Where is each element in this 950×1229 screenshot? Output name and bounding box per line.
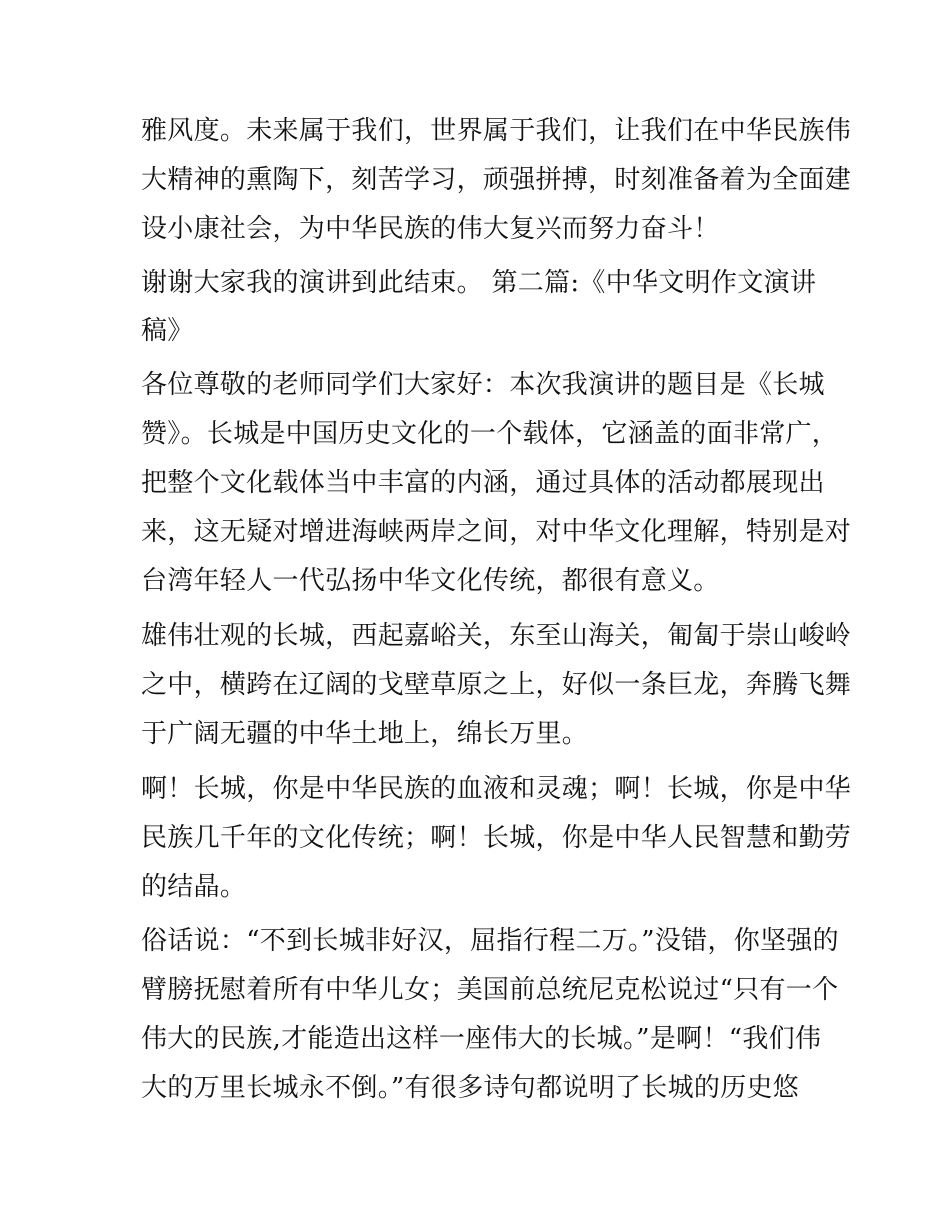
text-line: 台湾年轻人一代弘扬中华文化传统，都很有意义。 [141,566,720,596]
text-line: 把整个文化载体当中丰富的内涵，通过具体的活动都展现出 [141,468,825,498]
text-line: 臂膀抚慰着所有中华儿女；美国前总统尼克松说过“只有一个 [141,975,839,1005]
text-line: 民族几千年的文化传统；啊！长城，你是中华人民智慧和勤劳 [141,823,852,853]
text-line: 来，这无疑对增进海峡两岸之间，对中华文化理解，特别是对 [141,517,852,547]
text-line: 雄伟壮观的长城，西起嘉峪关，东至山海关，匍匐于崇山峻岭 [141,621,852,651]
text-line: 之中，横跨在辽阔的戈壁草原之上，好似一条巨龙，奔腾飞舞 [141,670,852,700]
text-line: 大精神的熏陶下，刻苦学习，顽强拼搏，时刻准备着为全面建 [141,165,852,195]
text-line: 谢谢大家我的演讲到此结束。 第二篇:《中华文明作文演讲 [141,268,817,298]
text-line: 啊！长城，你是中华民族的血液和灵魂；啊！长城，你是中华 [141,774,852,804]
text-line: 雅风度。未来属于我们，世界属于我们，让我们在中华民族伟 [141,116,852,146]
text-line: 稿》 [141,316,194,346]
text-line: 赞》。长城是中国历史文化的一个载体，它涵盖的面非常广， [141,419,839,449]
text-line: 伟大的民族,才能造出这样一座伟大的长城。”是啊！“我们伟 [141,1024,822,1054]
text-line: 大的万里长城永不倒。”有很多诗句都说明了长城的历史悠 [141,1073,800,1103]
text-line: 的结晶。 [141,872,247,902]
text-line: 俗话说：“不到长城非好汉，屈指行程二万。”没错，你坚强的 [141,926,839,956]
text-line: 于广阔无疆的中华土地上，绵长万里。 [141,719,589,749]
text-line: 设小康社会，为中华民族的伟大复兴而努力奋斗！ [141,214,720,244]
text-line: 各位尊敬的老师同学们大家好：本次我演讲的题目是《长城 [141,370,825,400]
